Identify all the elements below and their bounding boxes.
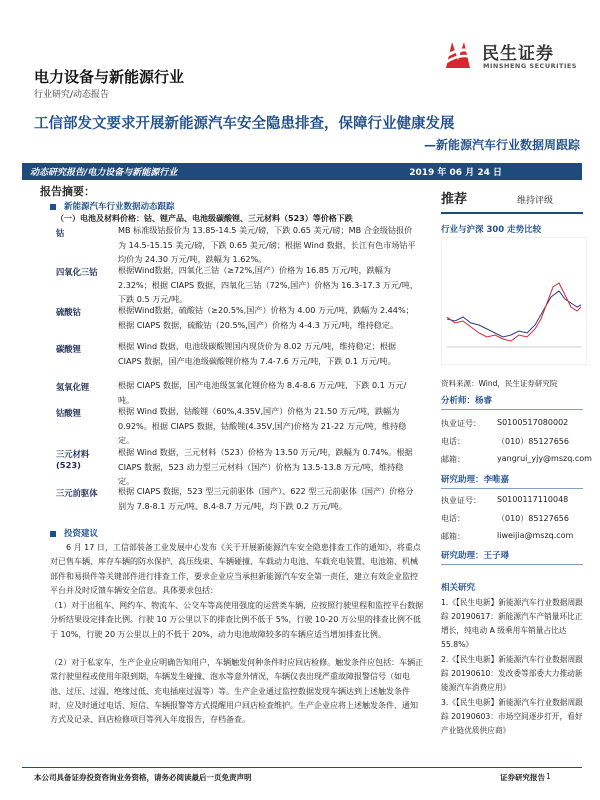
- subsection-heading: （一）电池及材料价格：钴、锂产品、电池级碳酸锂、三元材料（523）等价格下跌: [56, 214, 353, 223]
- paragraph: 6 月 17 日，工信部装备工业发展中心发布《关于开展新能源汽车安全隐患排查工作的通知》，将重点对已售车辆、库存车辆的防水保护、高压线束、车辆碰撞、车载动力电池、车载充电装置、电池箱、机械部件和易损件等关键部件进行排查工作，要求企业应当承担新能源汽车安全第一责任，建立有效企业监控平台并及时反馈车辆安全信息。具体要求包括：: [50, 543, 421, 595]
- section-heading-investment: 投资建议: [50, 527, 98, 539]
- row-label: 三元材料(523): [56, 449, 90, 470]
- related-research-item[interactable]: 3.《【民生电新】新能源汽车行业数据周跟踪 20190603：市场空间逐步打开，看好产业链优质供应商》: [441, 698, 583, 735]
- row-text: 根据 Wind 数据，电池级碳酸锂国内现货价为 8.02 万元/吨，维持稳定；根据 CIAPS 数据，国产电池级碳酸锂价格为 7.4-7.6 万元/吨，下跌 0.1 万元/吨。: [118, 341, 397, 366]
- row-label: 四氧化三钴: [56, 267, 98, 277]
- logo-text-cn: 民生证券: [482, 44, 554, 64]
- cert-label: 执业证号：: [441, 496, 481, 505]
- row-label: 钴酸锂: [56, 408, 81, 418]
- analyst-role: 研究助理：李唯嘉: [441, 475, 510, 485]
- related-research-item[interactable]: 2.《【民生电新】新能源汽车行业数据周跟踪 20190610：发改委等部委大力推动新能源汽车消费应用》: [441, 655, 583, 692]
- divider: [441, 212, 583, 214]
- trend-chart: [441, 237, 587, 365]
- related-research-heading: 相关研究: [441, 583, 476, 593]
- rating: 维持评级: [517, 196, 554, 206]
- tel-label: 电话：: [441, 514, 465, 523]
- report-banner: [22, 163, 582, 180]
- industry-title: 电力设备与新能源行业: [34, 68, 185, 86]
- row-text: 根据 Wind 数据，三元材料（523）价格为 13.50 万元/吨，跌幅为 0.74%。根据 CIAPS 数据，523 动力型三元材料（国产）价格为 13.5-13.8 万元/吨，维持稳定。: [118, 447, 413, 487]
- page-number: 1: [546, 772, 551, 781]
- footer-label: 证券研究报告: [500, 773, 545, 782]
- section-heading-data: 新能源汽车行业数据动态跟踪: [50, 200, 175, 212]
- row-label: 三元前驱体: [56, 488, 98, 498]
- divider: [441, 564, 583, 565]
- logo-text-en: MINSHENG SECURITIES: [483, 62, 577, 70]
- bullet-icon: [50, 531, 56, 537]
- cert-label: 执业证号：: [441, 419, 481, 428]
- report-title: 工信部发文要求开展新能源汽车安全隐患排查，保障行业健康发展: [34, 116, 455, 132]
- chart-source: 资料来源：Wind，民生证券研究院: [441, 379, 558, 388]
- recommendation: 推荐: [441, 192, 468, 207]
- company-logo: [442, 38, 582, 74]
- logo-mark-icon: [442, 38, 476, 72]
- footer-divider: [22, 767, 582, 768]
- chart-frame: [441, 237, 587, 365]
- row-text: 根据Wind数据，四氧化三钴（≥72%,国产）价格为 16.85 万元/吨，跌幅为 2.32%；根据 CIAPS 数据，四氧化三钴（72%,国产）价格为 16.3-17.3 万元/吨，下跌 0.5 万元/吨。: [118, 265, 418, 305]
- row-text: 根据 CIAPS 数据，国产电池级氢氧化锂价格为 8.4-8.6 万元/吨，下跌 0.1 万元/吨。: [118, 380, 407, 405]
- banner-date: 2019 年 06 月 24 日: [409, 168, 502, 178]
- email-link[interactable]: liweijia@mszq.com: [497, 531, 574, 540]
- summary-heading: 报告摘要：: [40, 185, 95, 198]
- chart-title: 行业与沪深 300 走势比较: [441, 225, 542, 235]
- divider: [441, 488, 583, 489]
- paragraph: （2）对于私家车，生产企业应明确告知用户，车辆触发何种条件时应回店检修。触发条件应包括：车辆正常行驶里程或使用年限到期，车辆发生碰撞、泡水等意外情况，车辆仪表出现严重故障报警信号（如电池、过压、过温、绝缘过低、充电插座过温等）等。生产企业通过监控数据发现车辆达到上述触发条件时，应及时通过电话、短信、车辆报警等方式提醒用户回店检查维护。生产企业应将上述触发条件、通知方式及记录、回店检修项目等列入年度报告，存档备查。: [50, 658, 424, 725]
- bullet-icon: [50, 204, 56, 210]
- footer-disclaimer: 本公司具备证券投资咨询业务资格，请务必阅读最后一页免责声明: [34, 773, 252, 782]
- mail-label: 邮箱：: [441, 455, 465, 464]
- tel-label: 电话：: [441, 437, 465, 446]
- email-link[interactable]: yangrui_yjy@mszq.com: [497, 454, 592, 463]
- row-label: 硫酸钴: [56, 307, 81, 317]
- cert-number: S0100117110048: [497, 495, 569, 504]
- row-text: MB 标准级钴报价为 13.85-14.5 美元/磅，下跌 0.65 美元/磅；MB 合金级钴报价为 14.5-15.15 美元/磅，下跌 0.65 美元/磅；根据 Wind 数据，长江有色市场钴平均价为 24.30 万元/吨，跌幅为 1.62%。: [118, 225, 416, 265]
- divider: [441, 409, 583, 410]
- analyst-role: 分析师：杨睿: [441, 396, 493, 406]
- row-label: 氢氧化锂: [56, 382, 90, 392]
- tel-number: （010）85127656: [497, 437, 569, 446]
- analyst-role: 研究助理：王子璕: [441, 551, 510, 561]
- related-research-item[interactable]: 1.《【民生电新】新能源汽车行业数据周跟踪 20190617：新能源汽车产销量环比正增长，纯电动 A 级乘用车销量占比达 55.8%》: [441, 598, 583, 649]
- paragraph: （1）对于出租车、网约车、物流车、公交车等高使用强度的运营类车辆，应按照行驶里程和监控平台数据分析结果设定排查比例。行驶 10 万公里以下的排查比例不低于 5%，行驶 10-20 万公里的排查比例不低于 10%，行驶 20 万公里以上的不低于 20%，动力电池故障较多的车辆应适当增加排查比例。: [50, 601, 424, 639]
- row-label: 碳酸锂: [56, 344, 81, 354]
- cert-number: S0100517080002: [497, 418, 569, 427]
- report-category: 行业研究/动态报告: [34, 90, 110, 100]
- mail-label: 邮箱：: [441, 532, 465, 541]
- row-text: 根据 Wind 数据，钴酸锂（60%,4.35V,国产）价格为 21.50 万元/吨，跌幅为 0.92%。根据 CIAPS 数据，钴酸锂(4.35V,国产)价格为 21-22 万元/吨，维持稳定。: [118, 406, 407, 446]
- banner-category: 动态研究报告/电力设备与新能源行业: [30, 168, 178, 178]
- row-text: 根据Wind数据，硫酸钴（≥20.5%,国产）价格为 4.00 万元/吨，跌幅为 2.44%；根据 CIAPS 数据，硫酸钴（20.5%,国产）价格为 4-4.3 万元/吨，维持稳定。: [118, 305, 414, 330]
- row-label: 钴: [56, 228, 65, 238]
- tel-number: （010）85127656: [497, 514, 569, 523]
- report-subtitle: —新能源汽车行业数据周跟踪: [423, 138, 580, 152]
- row-text: 根据 CIAPS 数据，523 型三元前驱体（国产）、622 型三元前驱体（国产）价格分别为 7.8-8.1 万元/吨、8.4-8.7 万元/吨，均下跌 0.2 万元/吨。: [118, 486, 414, 511]
